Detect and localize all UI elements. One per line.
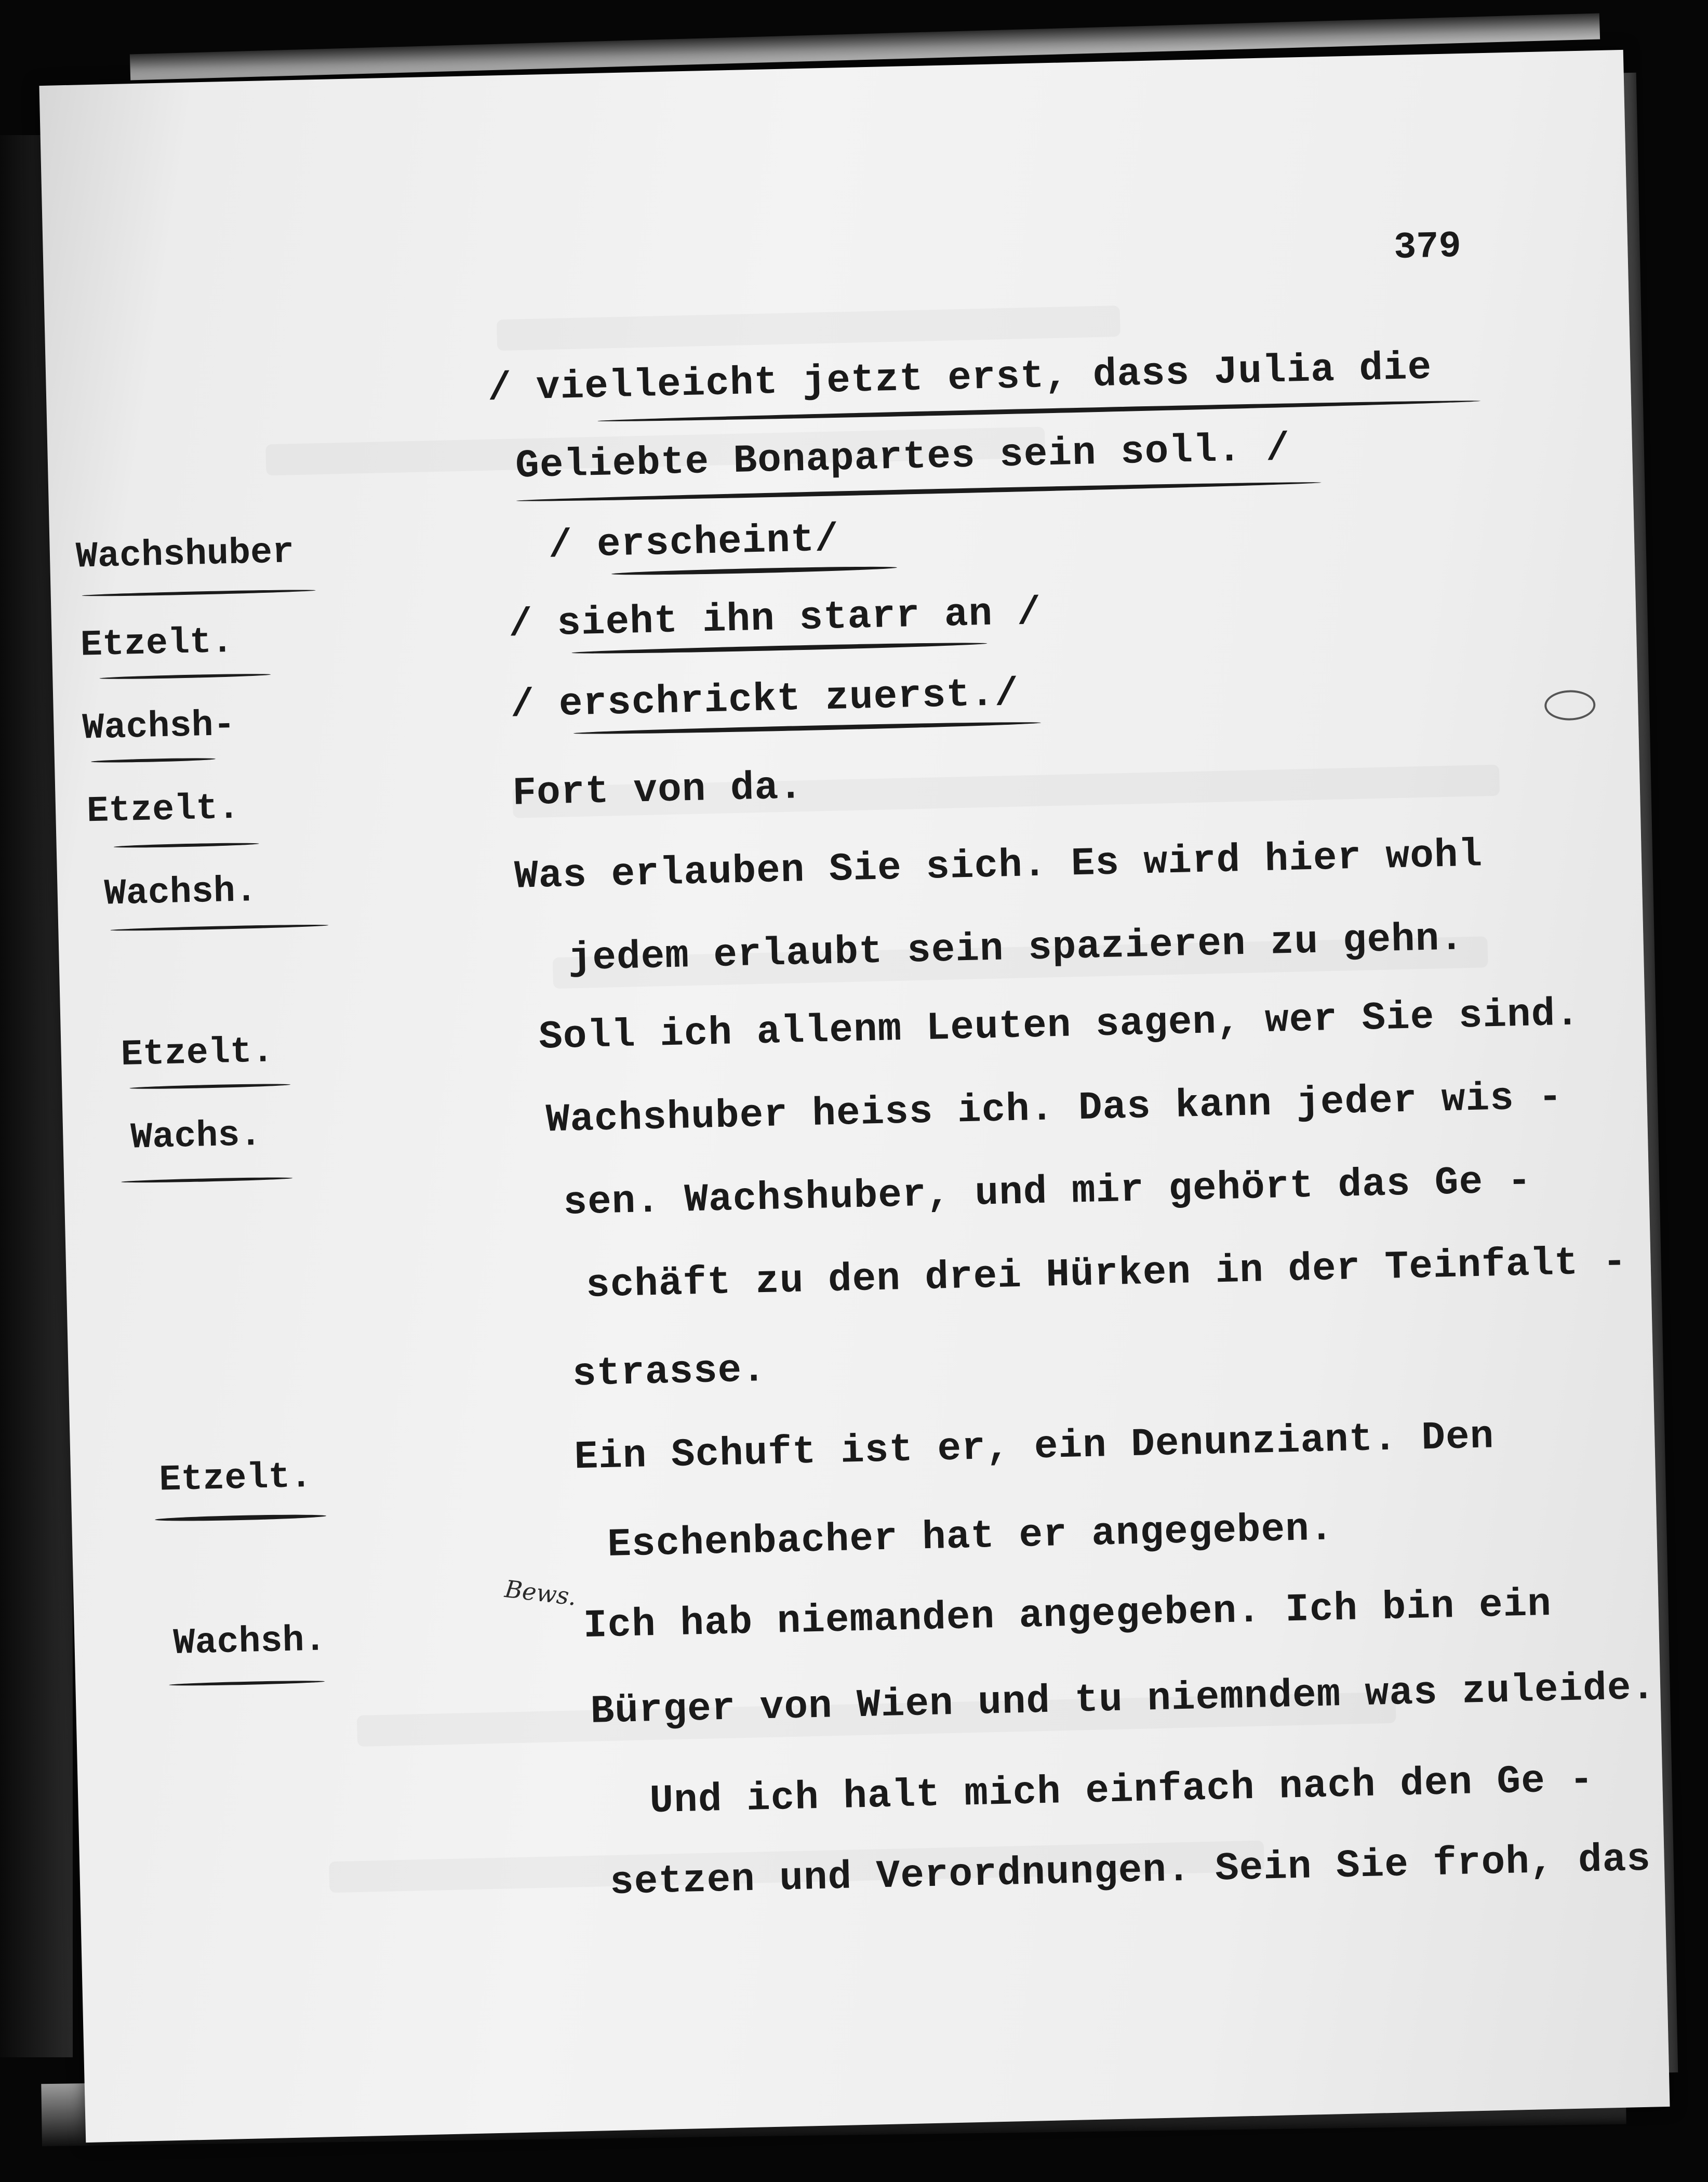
speaker-underline (155, 1513, 326, 1522)
bleed-through-mark (497, 305, 1120, 351)
dialogue-line: Eschenbacher hat er angegeben. (607, 1506, 1335, 1567)
handwritten-note: Bews. (503, 1575, 578, 1611)
speaker-name: Wachs. (130, 1114, 262, 1159)
dialogue-line: Ich hab niemanden angegeben. Ich bin ein (583, 1581, 1552, 1649)
speaker-name: Etzelt. (120, 1031, 274, 1076)
speaker-underline (114, 842, 259, 848)
stage-direction-line: / vielleicht jetzt erst, dass Julia die (487, 345, 1433, 411)
dialogue-line: Fort von da. (512, 765, 804, 816)
dialogue-line: sen. Wachshuber, und mir gehört das Ge - (563, 1159, 1532, 1226)
speaker-name: Etzelt. (158, 1456, 313, 1501)
stage-direction-line: Geliebte Bonapartes sein soll. / (515, 426, 1291, 489)
dialogue-line: setzen und Verordnungen. Sein Sie froh, das (609, 1837, 1651, 1906)
speaker-underline (121, 1177, 292, 1183)
speaker-name: Etzelt. (80, 621, 234, 667)
speaker-name: Wachsh- (82, 704, 236, 750)
dialogue-line: / sieht ihn starr an / (508, 590, 1042, 647)
speaker-underline (99, 673, 271, 680)
speaker-name: Wachshuber (75, 532, 295, 578)
dialogue-line: schäft zu den drei Hürken in der Teinfalt - (585, 1240, 1627, 1308)
speaker-name: Wachsh. (172, 1620, 327, 1665)
speaker-underline (82, 589, 316, 597)
speaker-underline (129, 1083, 290, 1090)
dialogue-line: Was erlauben Sie sich. Es wird hier wohl (514, 832, 1484, 899)
speaker-name: Etzelt. (86, 788, 241, 833)
dialogue-line: Soll ich allenm Leuten sagen, wer Sie sind. (538, 991, 1580, 1060)
speaker-underline (110, 924, 328, 932)
underline-mark (611, 565, 897, 576)
dialogue-line: Wachshuber heiss ich. Das kann jeder wis - (545, 1075, 1563, 1143)
dialogue-line: Und ich halt mich einfach nach den Ge - (649, 1758, 1594, 1824)
dialogue-line: strasse. (572, 1348, 767, 1397)
dialogue-line: Ein Schuft ist er, ein Denunziant. Den (573, 1414, 1495, 1480)
dialogue-line: / erschrickt zuerst./ (510, 671, 1020, 728)
dialogue-line: jedem erlaubt sein spazieren zu gehn. (567, 916, 1464, 981)
paper-sheet (39, 50, 1670, 2143)
speaker-underline (169, 1680, 325, 1686)
speaker-underline (91, 757, 216, 763)
speaker-name: Wachsh. (103, 871, 258, 915)
smudge-mark (1544, 689, 1596, 721)
dialogue-line: Bürger von Wien und tu niemndem was zuleide. (590, 1665, 1656, 1734)
page-number: 379 (1393, 225, 1462, 270)
dialogue-line: / erscheint/ (548, 517, 839, 569)
